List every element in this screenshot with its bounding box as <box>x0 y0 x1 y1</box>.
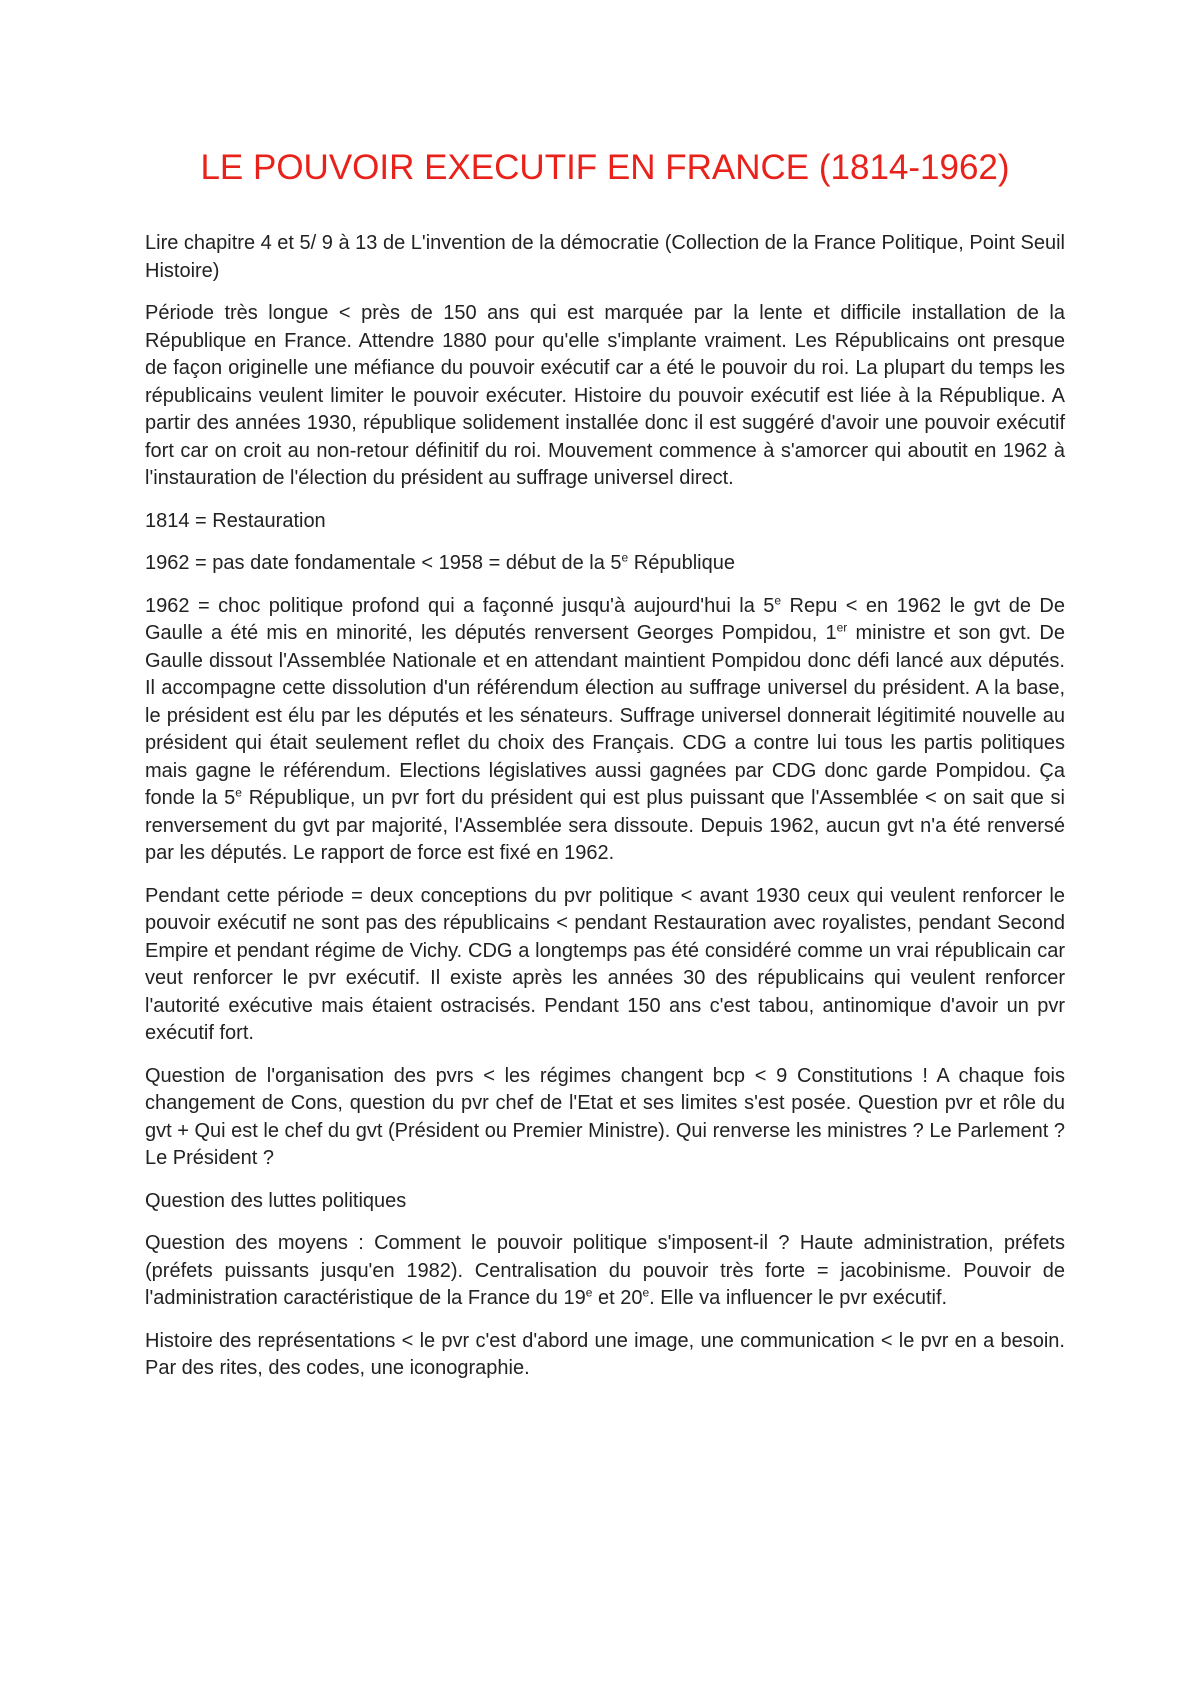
text-segment: Question des moyens : Comment le pouvoir politique s'imposent-il ? Haute administration, préfets (préfets puissants jusqu'en 1982). Centralisation du pouvoir très forte = jacobinisme. Pouvoir de l'administration caractéristique de la France du 19 <box>145 1232 1065 1309</box>
text-segment: ministre et son gvt. De Gaulle dissout l'Assemblée Nationale et en attendant maintient Pompidou donc défi lancé aux députés. Il accompagne cette dissolution d'un référendum élection au suffrage universel du président. A la base, le président est élu par les députés et les sénateurs. Suffrage universel donnerait légitimité nouvelle au président qui était seulement reflet du choix des Français. CDG a contre lui tous les partis politiques mais gagne le référendum. Elections législatives aussi gagnées par CDG donc garde Pompidou. Ça fonde la 5 <box>145 622 1065 809</box>
choc-politique-paragraph <box>145 593 1065 868</box>
superscript: e <box>621 550 629 565</box>
moyens-paragraph <box>145 1230 1065 1313</box>
date-1962-line <box>145 550 1065 578</box>
luttes-line: Question des luttes politiques <box>145 1189 407 1212</box>
text-segment: 1962 = choc politique profond qui a façonné jusqu'à aujourd'hui la 5 <box>145 594 775 617</box>
document-title: LE POUVOIR EXECUTIF EN FRANCE (1814-1962) <box>200 148 1010 187</box>
text-segment: République <box>628 552 735 574</box>
representations-paragraph: Histoire des représentations < le pvr c'est d'abord une image, une communication < le pvr en a besoin. Par des rites, des codes, une iconographie. <box>145 1329 1065 1379</box>
conceptions-paragraph: Pendant cette période = deux conceptions du pvr politique < avant 1930 ceux qui veulent renforcer le pouvoir exécutif ne sont pas des républicains < pendant Restauration avec royalistes, pendant Second Empire et pendant régime de Vichy. CDG a longtemps pas été considéré comme un vrai républicain car veut renforcer le pvr exécutif. Il existe après les années 30 des républicains qui veulent renforcer l'autorité exécutive mais étaient ostracisés. Pendant 150 ans c'est tabou, antinomique d'avoir un pvr exécutif fort. <box>145 884 1065 1044</box>
superscript: e <box>585 1285 593 1300</box>
text-segment: . Elle va influencer le pvr exécutif. <box>649 1287 948 1309</box>
date-1814-line: 1814 = Restauration <box>145 509 326 532</box>
reading-reference: Lire chapitre 4 et 5/ 9 à 13 de L'invention de la démocratie (Collection de la France Politique, Point Seuil Histoire) <box>145 232 1065 282</box>
superscript: e <box>774 592 782 607</box>
intro-paragraph: Période très longue < près de 150 ans qui est marquée par la lente et difficile installation de la République en France. Attendre 1880 pour qu'elle s'implante vraiment. Les Républicains ont presque de façon originelle une méfiance du pouvoir exécutif car a été le pouvoir du roi. La plupart du temps les républicains veulent limiter le pouvoir exécuter. Histoire du pouvoir exécutif est liée à la République. A partir des années 1930, république solidement installée donc il est suggéré d'avoir une pouvoir exécutif fort car on croit au non-retour définitif du roi. Mouvement commence à s'amorcer qui aboutit en 1962 à l'instauration de l'élection du président au suffrage universel direct. <box>145 302 1065 489</box>
text-segment: et 20 <box>592 1287 643 1309</box>
superscript: e <box>235 785 242 800</box>
text-segment: République, un pvr fort du président qui est plus puissant que l'Assemblée < on sait que si renversement du gvt par majorité, l'Assemblée sera dissoute. Depuis 1962, aucun gvt n'a été renversé par les députés. Le rapport de force est fixé en 1962. <box>145 787 1066 864</box>
text-segment: 1962 = pas date fondamentale < 1958 = début de la 5 <box>145 552 622 574</box>
organisation-paragraph: Question de l'organisation des pvrs < les régimes changent bcp < 9 Constitutions ! A chaque fois changement de Cons, question du pvr chef de l'Etat et ses limites s'est posée. Question pvr et rôle du gvt + Qui est le chef du gvt (Président ou Premier Ministre). Qui renverse les ministres ? Le Parlement ? Le Président ? <box>145 1064 1065 1169</box>
superscript: er <box>836 620 848 635</box>
text-segment: Repu < en 1962 le gvt de De Gaulle a été mis en minorité, les députés renversent Georges Pompidou, 1 <box>145 594 1065 644</box>
superscript: e <box>642 1285 650 1300</box>
